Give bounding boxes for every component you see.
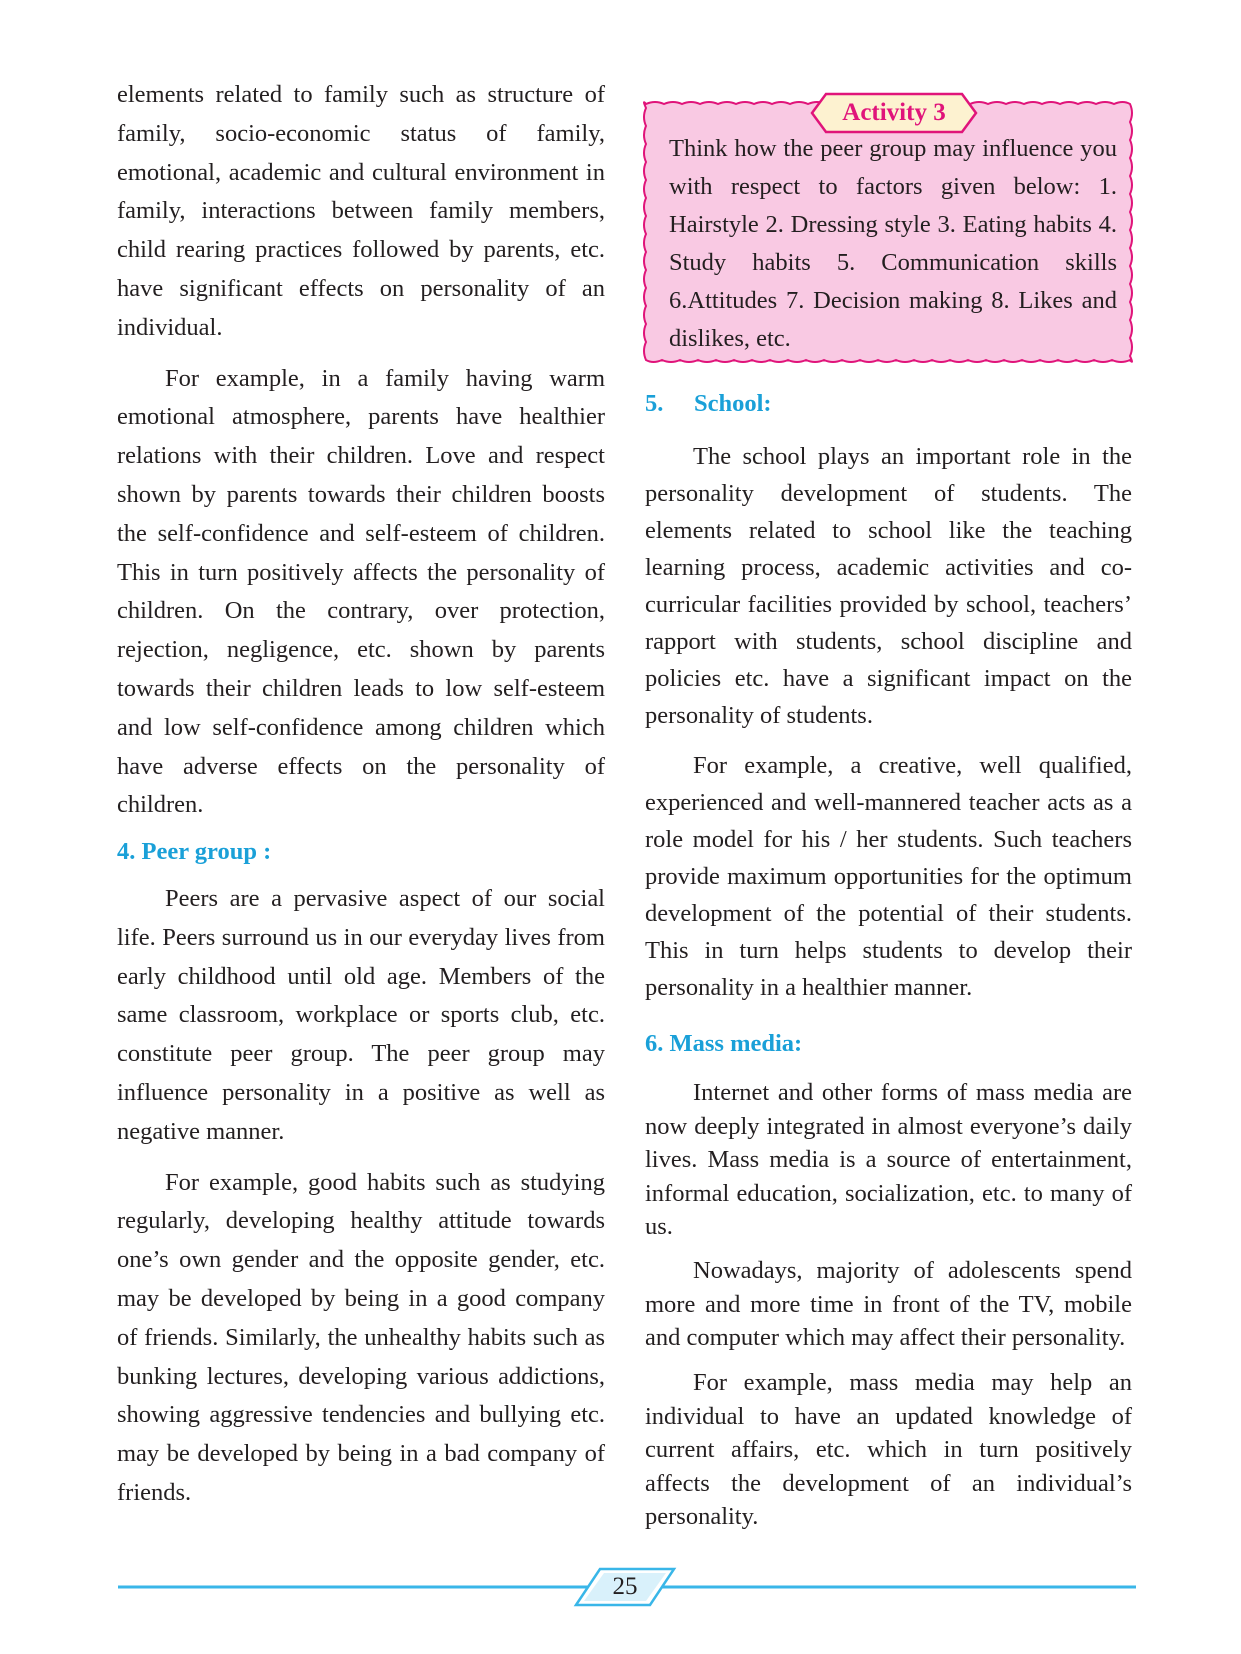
left-paragraph-1: elements related to family such as structure of family, socio-economic status of family, emotional, academic and cultural environment in family, interactions between family members, child rearing practices followed by parents, etc. have significant effects on personality of an individual. [117, 81, 605, 341]
mass-media-paragraph-3: For example, mass media may help an individual to have an updated knowledge of current affairs, etc. which in turn positively affects the development of an individual’s personality. [645, 1369, 1132, 1530]
school-heading-title: School: [694, 390, 772, 417]
school-paragraph-2: For example, a creative, well qualified, experienced and well-mannered teacher acts as a role model for his / her students. Such teachers provide maximum opportunities for the optimum development of the potential of their students. This in turn helps students to develop their personality in a healthier manner. [645, 752, 1132, 1001]
activity-text: Think how the peer group may influence you with respect to factors given below: 1. Hairstyle 2. Dressing style 3. Eating habits 4. Study habits 5. Communication skills 6.Attitudes 7. Decision making 8. Likes and dislikes, etc. [669, 135, 1117, 352]
school-heading-number: 5. [645, 390, 664, 417]
activity-box [640, 90, 1136, 380]
school-paragraph-1: The school plays an important role in the personality development of students. The elements related to school like the teaching learning process, academic activities and co-curricular facilities provided by school, teachers’ rapport with students, school discipline and policies etc. have a significant impact on the personality of students. [645, 443, 1132, 729]
mass-media-paragraph-2: Nowadays, majority of adolescents spend more and more time in front of the TV, mobile and computer which may affect their personality. [645, 1257, 1132, 1351]
page-number: 25 [612, 1573, 638, 1600]
left-paragraph-4: For example, good habits such as studying regularly, developing healthy attitude towards one’s own gender and the opposite gender, etc. may be developed by being in a good company of friends. Similarly, the unhealthy habits such as bunking lectures, developing various addictions, showing aggressive tendencies and bullying etc. may be developed by being in a bad company of friends. [117, 1168, 605, 1506]
school-heading [645, 390, 772, 418]
page-footer [118, 1567, 1136, 1607]
mass-media-paragraph-1: Internet and other forms of mass media are now deeply integrated in almost everyone’s daily lives. Mass media is a source of entertainment, informal education, socialization, etc. to many of us. [645, 1079, 1132, 1240]
left-paragraph-2: For example, in a family having warm emotional atmosphere, parents have healthier relations with their children. Love and respect shown by parents towards their children boosts the self-confidence and self-esteem of children. This in turn positively affects the personality of children. On the contrary, over protection, rejection, negligence, etc. shown by parents towards their children leads to low self-esteem and low self-confidence among children which have adverse effects on the personality of children. [117, 364, 605, 819]
activity-title: Activity 3 [842, 99, 946, 126]
mass-media-heading: 6. Mass media: [645, 1030, 803, 1057]
peer-group-heading: 4. Peer group : [117, 838, 272, 866]
left-column [117, 76, 605, 1513]
left-paragraph-3: Peers are a pervasive aspect of our social life. Peers surround us in our everyday lives from early childhood until old age. Members of the same classroom, workplace or sports club, etc. constitute peer group. The peer group may influence personality in a positive as well as negative manner. [117, 884, 605, 1145]
